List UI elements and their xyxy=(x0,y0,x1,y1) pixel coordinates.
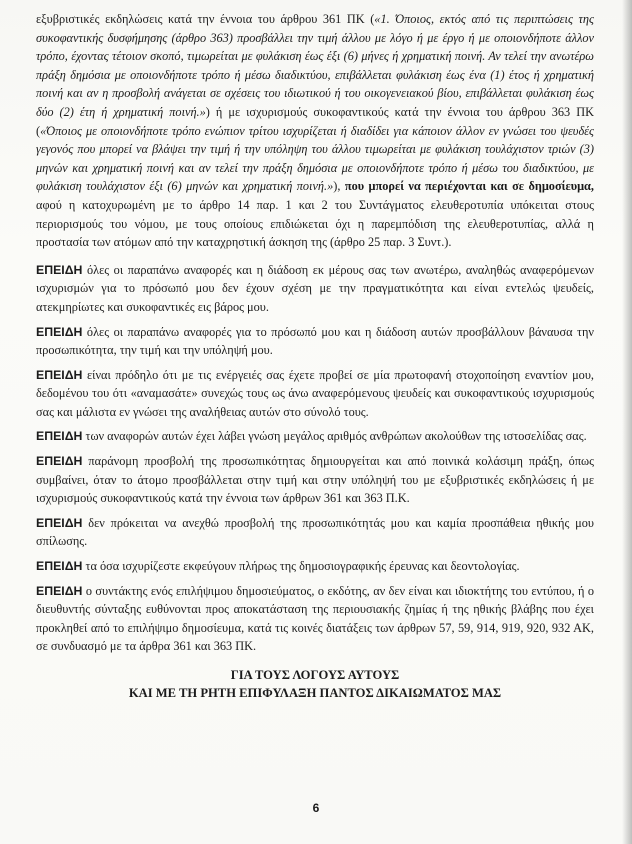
paragraph-text: παράνομη προσβολή της προσωπικότητας δημιουργείται και από ποινικά κολάσιμη πράξη, όπως συμβαίνει, όταν το άτομο προσβάλλεται στην τιμή και στην υπόληψή του με εξυβριστικές εκδηλώσεις ή με ισχυρισμούς συκοφαντικούς κατά την έννοια των άρθρων 361 και 363 Π.Κ. xyxy=(36,454,594,506)
intro-text-3: ), xyxy=(333,179,345,194)
epeidi-paragraph-1 xyxy=(36,261,594,317)
epeidi-paragraph-3 xyxy=(36,366,594,422)
page-edge-shadow xyxy=(622,0,632,844)
epeidi-paragraph-2 xyxy=(36,323,594,360)
intro-bold-text: που μπορεί να περιέχονται και σε δημοσίευμα, xyxy=(344,179,594,194)
paragraph-text: δεν πρόκειται να ανεχθώ προσβολή της προσωπικότητάς μου και καμία προσπάθεια ηθικής μου σπίλωσης. xyxy=(36,515,594,549)
paragraph-text: όλες οι παραπάνω αναφορές για το πρόσωπό μου και η διάδοση αυτών προσβάλλουν βάναυσα την προσωπικότητα, την τιμή και την υπόληψή μου. xyxy=(36,324,594,358)
page-number: 6 xyxy=(312,801,320,815)
epeidi-keyword: ΕΠΕΙΔΗ xyxy=(36,583,83,598)
paragraph-text: ο συντάκτης ενός επιλήψιμου δημοσιεύματος, ο εκδότης, αν δεν είναι και ιδιοκτήτης του εντύπου, ή ο διευθυντής σύνταξης ευθύνονται προς αποκατάσταση της περιουσιακής ζημίας ή της ηθικής βλάβης που έχει προκληθεί από το επιλήψιμο δημοσίευμα, κατά τις κοινές διατάξεις των άρθρων 57, 59, 914, 919, 920, 932 ΑΚ, σε συνδυασμό με τα άρθρα 361 και 363 ΠΚ. xyxy=(36,583,594,654)
epeidi-paragraph-5 xyxy=(36,452,594,508)
epeidi-keyword: ΕΠΕΙΔΗ xyxy=(36,262,83,277)
paragraph-text: είναι πρόδηλο ότι με τις ενέργειές σας έχετε προβεί σε μία πρωτοφανή στοχοποίηση εναντίον μου, δεδομένου του ότι «αναμασάτε» συνεχώς τους ως άνω αναφερόμενους ψευδείς και συκοφαντικούς ισχυρισμούς σας και μάλιστα εν γνώσει της αναλήθειας αυτών στο σύνολό τους. xyxy=(36,367,594,419)
article-363-quote: «Όποιος με οποιονδήποτε τρόπο ενώπιον τρίτου ισχυρίζεται ή διαδίδει για κάποιον άλλον εν γνώσει του ψευδές γεγονός που μπορεί να βλάψει την τιμή ή την υπόληψη του άλλου τιμωρείται με φυλάκιση τουλάχιστον τριών (3) μηνών και χρηματική ποινή και αν τελεί την πράξη δημόσια με οποιονδήποτε τρόπο ή μέσω του διαδικτύου, με φυλάκιση τουλάχιστον έξι (6) μηνών και χρηματική ποινή.» xyxy=(36,123,594,194)
intro-text-2: ) ή με ισχυρισμούς συκοφαντικούς κατά την έννοια του άρθρου 363 ΠΚ ( xyxy=(36,104,594,138)
paragraph-text: τα όσα ισχυρίζεστε εκφεύγουν πλήρως της δημοσιογραφικής έρευνας και δεοντολογίας. xyxy=(82,559,520,574)
epeidi-keyword: ΕΠΕΙΔΗ xyxy=(36,367,83,382)
epeidi-keyword: ΕΠΕΙΔΗ xyxy=(36,515,83,530)
epeidi-paragraph-7 xyxy=(36,557,594,576)
intro-text-1: εξυβριστικές εκδηλώσεις κατά την έννοια του άρθρου 361 ΠΚ ( xyxy=(36,12,375,26)
epeidi-paragraph-8 xyxy=(36,582,594,656)
epeidi-keyword: ΕΠΕΙΔΗ xyxy=(36,559,83,574)
paragraph-text: των αναφορών αυτών έχει λάβει γνώση μεγάλος αριθμός ανθρώπων ακολούθων της ιστοσελίδας σας. xyxy=(82,429,587,444)
epeidi-keyword: ΕΠΕΙΔΗ xyxy=(36,454,83,469)
epeidi-paragraph-6 xyxy=(36,514,594,551)
closing-line-1: ΓΙΑ ΤΟΥΣ ΛΟΓΟΥΣ ΑΥΤΟΥΣ xyxy=(230,668,400,682)
closing-heading xyxy=(36,666,594,702)
article-361-quote: «1. Όποιος, εκτός από τις περιπτώσεις της συκοφαντικής δυσφήμησης (άρθρο 363) προσβάλλει την τιμή άλλου με λόγο ή με έργο ή με οποιονδήποτε άλλον τρόπο, έχοντας τέτοιον σκοπό, τιμωρείται με φυλάκιση έως έξι (6) μήνες ή χρηματική ποινή. Αν τελεί την ανωτέρω πράξη δημόσια με οποιονδήποτε τρόπο ή μέσω διαδικτύου, επιβάλλεται φυλάκιση έως ένα (1) έτος ή χρηματική ποινή και αν η προσβολή ανάγεται σε σχέσεις του ιδιωτικού ή του οικογενειακού βίου, επιβάλλεται φυλάκιση έως δύο (2) έτη ή χρηματική ποινή.» xyxy=(36,12,594,119)
intro-paragraph xyxy=(36,10,594,252)
epeidi-paragraph-4 xyxy=(36,427,594,446)
epeidi-keyword: ΕΠΕΙΔΗ xyxy=(36,429,83,444)
epeidi-keyword: ΕΠΕΙΔΗ xyxy=(36,324,83,339)
paragraph-text: όλες οι παραπάνω αναφορές και η διάδοση εκ μέρους σας των ανωτέρω, αναληθώς αναφερόμενων ισχυρισμών για το πρόσωπό μου δεν έχουν σχέση με την πραγματικότητα και είναι εντελώς ψευδείς, ατεκμηρίωτες και συκοφαντικές εις βάρος μου. xyxy=(36,262,594,314)
closing-line-2: ΚΑΙ ΜΕ ΤΗ ΡΗΤΗ ΕΠΙΦΥΛΑΞΗ ΠΑΝΤΟΣ ΔΙΚΑΙΩΜΑΤΟΣ ΜΑΣ xyxy=(128,686,502,700)
intro-text-4: αφού η κατοχυρωμένη με το άρθρο 14 παρ. 1 και 2 του Συντάγματος ελευθεροτυπία υπόκειται στους περιορισμούς του νόμου, με τους οποίους επιδιώκεται όχι η παρεμπόδιση της ελευθεροτυπίας, αλλά η προστασία των ατόμων από την καταχρηστική άσκηση της (άρθρο 25 παρ. 3 Συντ.). xyxy=(36,197,594,250)
